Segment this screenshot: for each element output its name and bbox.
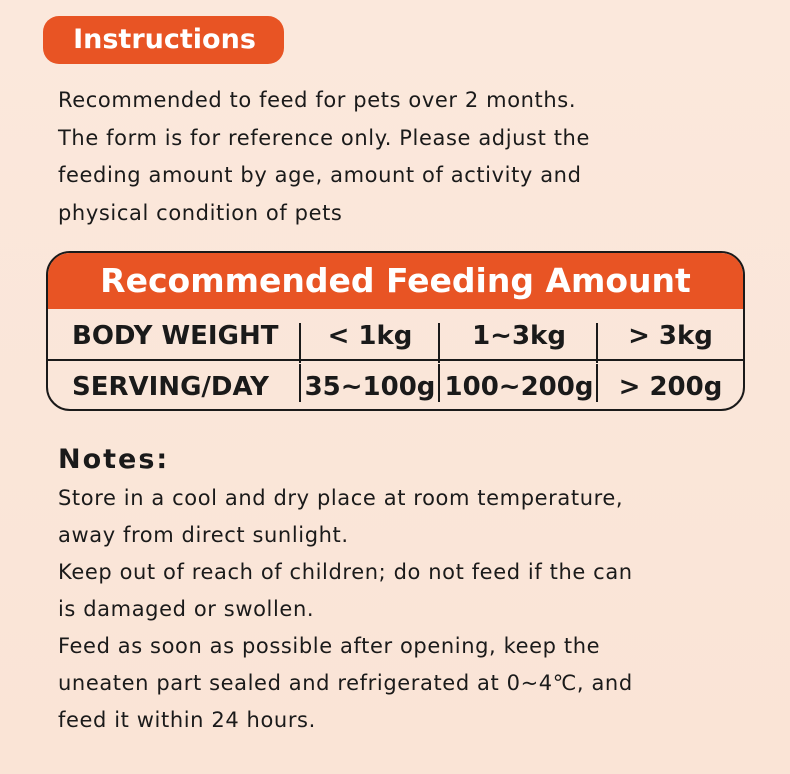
notes-text bbox=[58, 480, 758, 739]
row-label: SERVING/DAY bbox=[72, 372, 269, 402]
table-cell: < 1kg bbox=[327, 321, 413, 351]
column-divider bbox=[438, 364, 440, 402]
table-cell: > 3kg bbox=[628, 321, 713, 351]
table-cell: > 200g bbox=[618, 372, 723, 402]
notes-line: is damaged or swollen. bbox=[58, 597, 315, 621]
table-row-body-weight bbox=[48, 313, 743, 363]
intro-line: feeding amount by age, amount of activity and bbox=[58, 163, 582, 187]
notes-line: Keep out of reach of children; do not feed if the can bbox=[58, 560, 633, 584]
table-cell: 100~200g bbox=[444, 372, 594, 402]
table-cell: 1~3kg bbox=[472, 321, 566, 351]
instructions-badge: Instructions bbox=[43, 16, 284, 64]
row-label: BODY WEIGHT bbox=[72, 321, 279, 351]
table-row-serving bbox=[48, 364, 743, 411]
feeding-table bbox=[46, 251, 745, 411]
column-divider bbox=[299, 323, 301, 363]
notes-line: Store in a cool and dry place at room temperature, bbox=[58, 486, 624, 510]
intro-line: physical condition of pets bbox=[58, 200, 343, 225]
intro-line: Recommended to feed for pets over 2 months. bbox=[58, 88, 577, 112]
column-divider bbox=[596, 364, 598, 402]
column-divider bbox=[438, 323, 440, 363]
table-cell: 35~100g bbox=[304, 372, 436, 402]
intro-text bbox=[58, 82, 758, 232]
notes-line: Feed as soon as possible after opening, keep the bbox=[58, 634, 601, 658]
column-divider bbox=[596, 323, 598, 363]
row-divider bbox=[48, 359, 743, 361]
column-divider bbox=[299, 364, 301, 402]
notes-line: uneaten part sealed and refrigerated at 0~4℃, and bbox=[58, 671, 633, 695]
notes-line: feed it within 24 hours. bbox=[58, 708, 316, 732]
notes-line: away from direct sunlight. bbox=[58, 523, 349, 547]
intro-line: The form is for reference only. Please adjust the bbox=[58, 125, 590, 150]
notes-title: Notes: bbox=[58, 444, 170, 475]
table-title: Recommended Feeding Amount bbox=[48, 253, 743, 309]
